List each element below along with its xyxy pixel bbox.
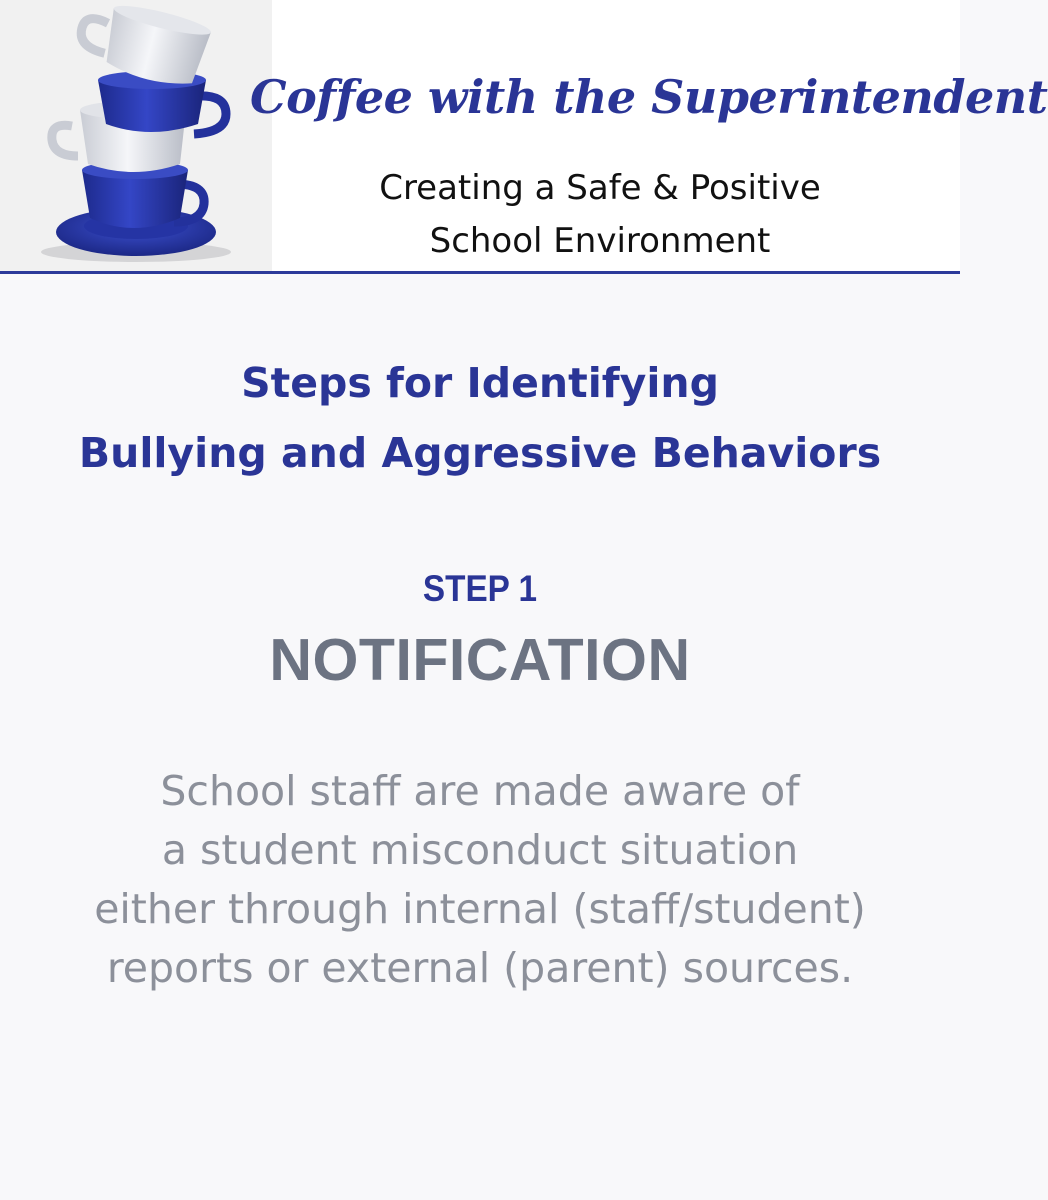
- page-title-line: Bullying and Aggressive Behaviors: [78, 429, 882, 477]
- page-title-line: Steps for Identifying: [241, 359, 719, 407]
- step-name-heading: NOTIFICATION: [269, 627, 691, 693]
- header-banner: [0, 0, 1048, 274]
- step-description-line: either through internal (staff/student): [94, 885, 866, 933]
- header-subtitle-line: Creating a Safe & Positive: [379, 168, 821, 208]
- step-number-label: STEP 1: [422, 568, 538, 609]
- stacked-coffee-cups-image: [0, 0, 272, 271]
- header-title: Coffee with the Superintendent: [250, 70, 1048, 124]
- header-subtitle-line: School Environment: [429, 221, 771, 261]
- header-subtitle: [290, 162, 910, 268]
- step-description-line: a student misconduct situation: [161, 826, 799, 874]
- page-title: [0, 348, 960, 488]
- step-description-line: School staff are made aware of: [160, 767, 800, 815]
- step-description: [0, 762, 960, 998]
- step-description-line: reports or external (parent) sources.: [106, 944, 854, 992]
- coffee-cups-icon: [0, 0, 272, 271]
